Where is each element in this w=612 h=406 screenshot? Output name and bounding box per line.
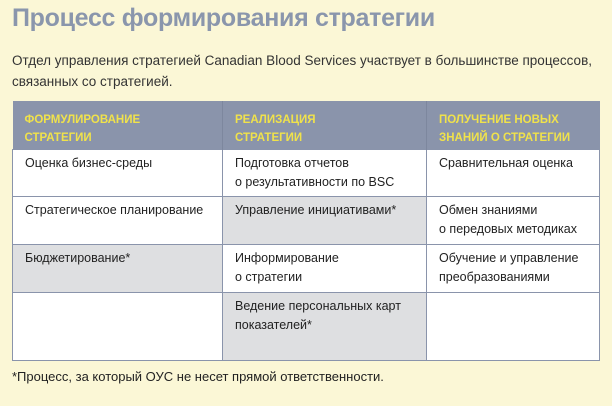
cell-text-line: о результативности по BSC xyxy=(235,175,395,189)
table-cell-implementation xyxy=(223,197,427,245)
header-line: СТРАТЕГИИ xyxy=(235,132,303,144)
table-cell-implementation xyxy=(223,245,427,293)
cell-text-line: Обучение и управление xyxy=(439,251,579,265)
table-header-row xyxy=(13,101,600,150)
table-cell-formulation xyxy=(13,293,223,361)
table-row xyxy=(13,293,600,361)
table-cell-learning xyxy=(427,245,600,293)
table-cell-formulation xyxy=(13,245,223,293)
cell-text-line: о передовых методиках xyxy=(439,222,577,236)
table-cell-formulation xyxy=(13,197,223,245)
table-row xyxy=(13,197,600,245)
strategy-process-table xyxy=(12,101,600,361)
cell-text-line: Информирование xyxy=(235,251,339,265)
table-cell-learning xyxy=(427,197,600,245)
header-line: РЕАЛИЗАЦИЯ xyxy=(235,114,316,126)
header-line: СТРАТЕГИИ xyxy=(24,132,92,144)
table-row xyxy=(13,150,600,197)
table-cell-learning xyxy=(427,150,600,197)
cell-text-line: Стратегическое планирование xyxy=(25,203,204,217)
header-line: ФОРМУЛИРОВАНИЕ xyxy=(24,114,141,126)
header-learning xyxy=(427,101,600,150)
header-implementation xyxy=(223,101,427,150)
cell-text-line: Бюджетирование* xyxy=(25,251,131,265)
table-row xyxy=(13,245,600,293)
page-title: Процесс формирования стратегии xyxy=(12,4,435,32)
cell-text-line: Сравнительная оценка xyxy=(439,156,574,170)
subtitle: Отдел управления стратегией Canadian Blood Services участвует в большинстве процессов, связанных со стратегией. xyxy=(12,53,592,89)
cell-text-line: преобразованиями xyxy=(439,270,550,284)
table-cell-implementation xyxy=(223,150,427,197)
header-line: ЗНАНИЙ О СТРАТЕГИИ xyxy=(439,132,571,144)
cell-text-line: показателей* xyxy=(235,318,312,332)
table-cell-implementation xyxy=(223,293,427,361)
cell-text-line: Управление инициативами* xyxy=(235,203,397,217)
header-formulation xyxy=(13,101,223,150)
header-line: ПОЛУЧЕНИЕ НОВЫХ xyxy=(439,114,559,126)
cell-text-line: Ведение персональных карт xyxy=(235,299,401,313)
footnote: *Процесс, за который ОУС не несет прямой ответственности. xyxy=(12,369,384,384)
table-cell-learning xyxy=(427,293,600,361)
cell-text-line: Подготовка отчетов xyxy=(235,156,349,170)
table-cell-formulation xyxy=(13,150,223,197)
cell-text-line: Оценка бизнес-среды xyxy=(25,156,153,170)
cell-text-line: Обмен знаниями xyxy=(439,203,538,217)
cell-text-line: о стратегии xyxy=(235,270,303,284)
